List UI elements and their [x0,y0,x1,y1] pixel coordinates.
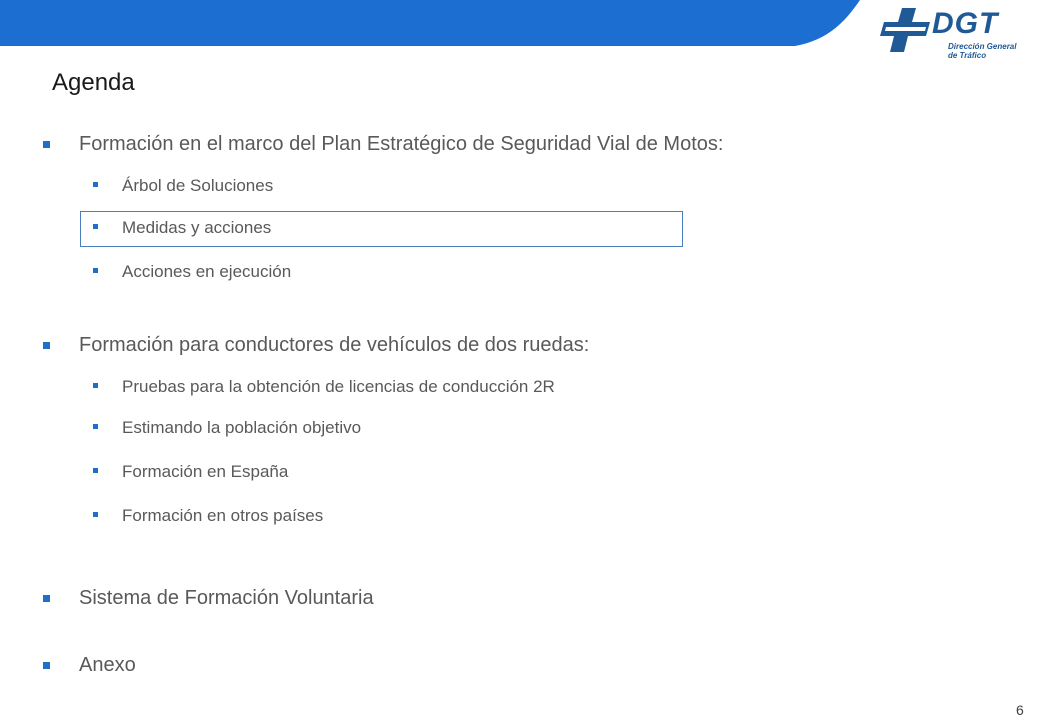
agenda-subitem-label: Formación en otros países [122,506,324,525]
bullet-square-icon [43,342,50,349]
agenda-subitem [122,261,291,283]
bullet-square-icon [43,595,50,602]
agenda-section-label: Formación en el marco del Plan Estratégico de Seguridad Vial de Motos: [79,133,724,155]
bullet-square-icon [93,512,98,517]
agenda-subitem [122,505,323,527]
agenda-subitem [122,376,555,398]
logo-wordmark: DGT [932,7,999,40]
slide-title: Agenda [52,69,135,96]
agenda-subitem-label: Árbol de Soluciones [122,176,274,195]
agenda-subitem [122,175,273,197]
agenda-section-label: Sistema de Formación Voluntaria [79,587,374,609]
agenda-subitem-label: Formación en España [122,462,289,481]
agenda-subitem-label: Estimando la población objetivo [122,418,362,437]
page-number: 6 [1016,702,1024,718]
agenda-section-label: Anexo [79,654,136,676]
bullet-square-icon [93,468,98,473]
agenda-section-label: Formación para conductores de vehículos de dos ruedas: [79,334,590,356]
agenda-subitem [122,461,288,483]
dgt-logo [880,6,1030,64]
logo-subtitle [948,42,1016,60]
agenda-subitem-label: Pruebas para la obtención de licencias de conducción 2R [122,377,555,396]
bullet-square-icon [93,224,98,229]
bullet-square-icon [43,141,50,148]
agenda-subitem-label: Acciones en ejecución [122,262,292,281]
logo-subtitle-line2: de Tráfico [948,51,987,60]
agenda-section-3 [79,585,374,611]
bullet-square-icon [93,268,98,273]
agenda-subitem [122,417,361,439]
agenda-subitem-current [122,217,271,239]
agenda-section-4 [79,652,136,678]
agenda-subitem-label: Medidas y acciones [122,218,272,237]
logo-subtitle-line1: Dirección General [948,42,1017,51]
bullet-square-icon [93,424,98,429]
agenda-section-2 [79,332,589,358]
bullet-square-icon [93,182,98,187]
agenda-section-1 [79,131,723,157]
bullet-square-icon [43,662,50,669]
dgt-cross-icon [880,8,936,56]
bullet-square-icon [93,383,98,388]
